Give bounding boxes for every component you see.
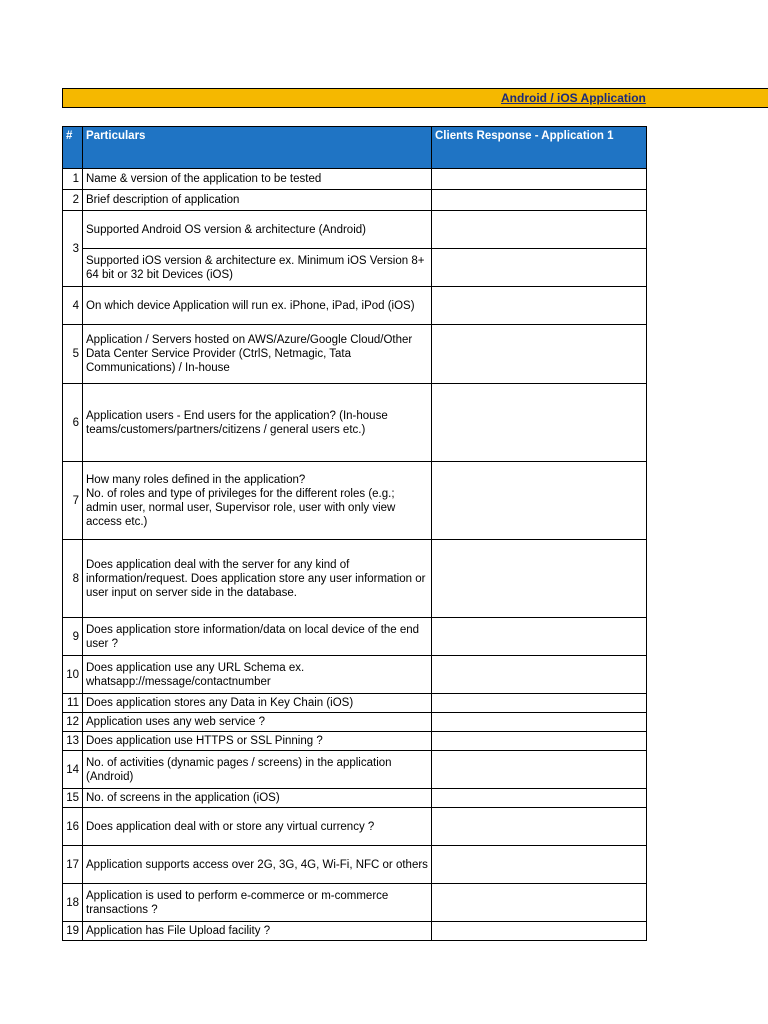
row-particulars[interactable]: No. of screens in the application (iOS) <box>83 789 432 808</box>
row-response-cell[interactable] <box>432 808 647 846</box>
row-response-cell[interactable] <box>432 211 647 249</box>
row-particulars[interactable]: No. of activities (dynamic pages / screens) in the application (Android) <box>83 751 432 789</box>
table-row <box>63 922 647 941</box>
row-number[interactable]: 16 <box>63 808 83 846</box>
header-particulars[interactable]: Particulars <box>83 127 432 169</box>
table-row <box>63 808 647 846</box>
row-response-cell[interactable] <box>432 169 647 190</box>
row-response-cell[interactable] <box>432 656 647 694</box>
banner-title: Android / iOS Application <box>501 91 646 105</box>
row-number[interactable]: 15 <box>63 789 83 808</box>
table-row <box>63 732 647 751</box>
row-response-cell[interactable] <box>432 249 647 287</box>
row-number[interactable]: 13 <box>63 732 83 751</box>
header-row <box>63 127 647 169</box>
table-row <box>63 694 647 713</box>
header-response[interactable]: Clients Response - Application 1 <box>432 127 647 169</box>
questionnaire-table <box>62 126 647 941</box>
row-number[interactable]: 3 <box>63 211 83 287</box>
row-particulars[interactable]: How many roles defined in the application? No. of roles and type of privileges for the different roles (e.g.; admin user, normal user, Supervisor role, user with only view access etc.) <box>83 462 432 540</box>
table-row <box>63 287 647 325</box>
row-particulars[interactable]: Application users - End users for the application? (In-house teams/customers/partners/citizens / general users etc.) <box>83 384 432 462</box>
row-particulars[interactable]: Application is used to perform e-commerce or m-commerce transactions ? <box>83 884 432 922</box>
row-particulars[interactable]: Name & version of the application to be tested <box>83 169 432 190</box>
row-number[interactable]: 1 <box>63 169 83 190</box>
row-response-cell[interactable] <box>432 540 647 618</box>
row-number[interactable]: 19 <box>63 922 83 941</box>
table-row <box>63 325 647 384</box>
row-response-cell[interactable] <box>432 384 647 462</box>
table-row <box>63 249 647 287</box>
row-number[interactable]: 7 <box>63 462 83 540</box>
table-row <box>63 751 647 789</box>
row-particulars[interactable]: On which device Application will run ex. iPhone, iPad, iPod (iOS) <box>83 287 432 325</box>
row-response-cell[interactable] <box>432 618 647 656</box>
row-particulars[interactable]: Does application stores any Data in Key Chain (iOS) <box>83 694 432 713</box>
table-row <box>63 540 647 618</box>
row-response-cell[interactable] <box>432 846 647 884</box>
row-response-cell[interactable] <box>432 884 647 922</box>
row-number[interactable]: 10 <box>63 656 83 694</box>
row-particulars[interactable]: Does application deal with or store any virtual currency ? <box>83 808 432 846</box>
table-row <box>63 618 647 656</box>
table-row <box>63 656 647 694</box>
table-row <box>63 789 647 808</box>
row-particulars[interactable]: Does application deal with the server for any kind of information/request. Does application store any user information or user input on server side in the database. <box>83 540 432 618</box>
row-number[interactable]: 4 <box>63 287 83 325</box>
row-response-cell[interactable] <box>432 325 647 384</box>
row-number[interactable]: 9 <box>63 618 83 656</box>
row-number[interactable]: 14 <box>63 751 83 789</box>
row-particulars[interactable]: Brief description of application <box>83 190 432 211</box>
banner-overflow-cell[interactable] <box>707 89 768 107</box>
row-particulars[interactable]: Supported Android OS version & architecture (Android) <box>83 211 432 249</box>
row-response-cell[interactable] <box>432 732 647 751</box>
row-response-cell[interactable] <box>432 789 647 808</box>
row-response-cell[interactable] <box>432 190 647 211</box>
table-row <box>63 384 647 462</box>
row-response-cell[interactable] <box>432 713 647 732</box>
table-row <box>63 190 647 211</box>
row-particulars[interactable]: Application / Servers hosted on AWS/Azure/Google Cloud/Other Data Center Service Provider (CtrlS, Netmagic, Tata Communications) / In-house <box>83 325 432 384</box>
row-response-cell[interactable] <box>432 751 647 789</box>
row-particulars[interactable]: Supported iOS version & architecture ex. Minimum iOS Version 8+ 64 bit or 32 bit Devices (iOS) <box>83 249 432 287</box>
row-response-cell[interactable] <box>432 462 647 540</box>
table-row <box>63 884 647 922</box>
table-row <box>63 211 647 249</box>
row-response-cell[interactable] <box>432 287 647 325</box>
row-number[interactable]: 17 <box>63 846 83 884</box>
table-row <box>63 169 647 190</box>
row-particulars[interactable]: Application uses any web service ? <box>83 713 432 732</box>
row-number[interactable]: 18 <box>63 884 83 922</box>
row-particulars[interactable]: Application has File Upload facility ? <box>83 922 432 941</box>
row-response-cell[interactable] <box>432 694 647 713</box>
row-particulars[interactable]: Application supports access over 2G, 3G, 4G, Wi-Fi, NFC or others <box>83 846 432 884</box>
header-num[interactable]: # <box>63 127 83 169</box>
sheet-banner <box>62 88 768 108</box>
table-row <box>63 462 647 540</box>
row-response-cell[interactable] <box>432 922 647 941</box>
table-row <box>63 846 647 884</box>
row-number[interactable]: 5 <box>63 325 83 384</box>
row-particulars[interactable]: Does application use HTTPS or SSL Pinning ? <box>83 732 432 751</box>
row-number[interactable]: 12 <box>63 713 83 732</box>
table-row <box>63 713 647 732</box>
row-number[interactable]: 8 <box>63 540 83 618</box>
row-particulars[interactable]: Does application store information/data on local device of the end user ? <box>83 618 432 656</box>
row-particulars[interactable]: Does application use any URL Schema ex. whatsapp://message/contactnumber <box>83 656 432 694</box>
row-number[interactable]: 11 <box>63 694 83 713</box>
row-number[interactable]: 6 <box>63 384 83 462</box>
row-number[interactable]: 2 <box>63 190 83 211</box>
